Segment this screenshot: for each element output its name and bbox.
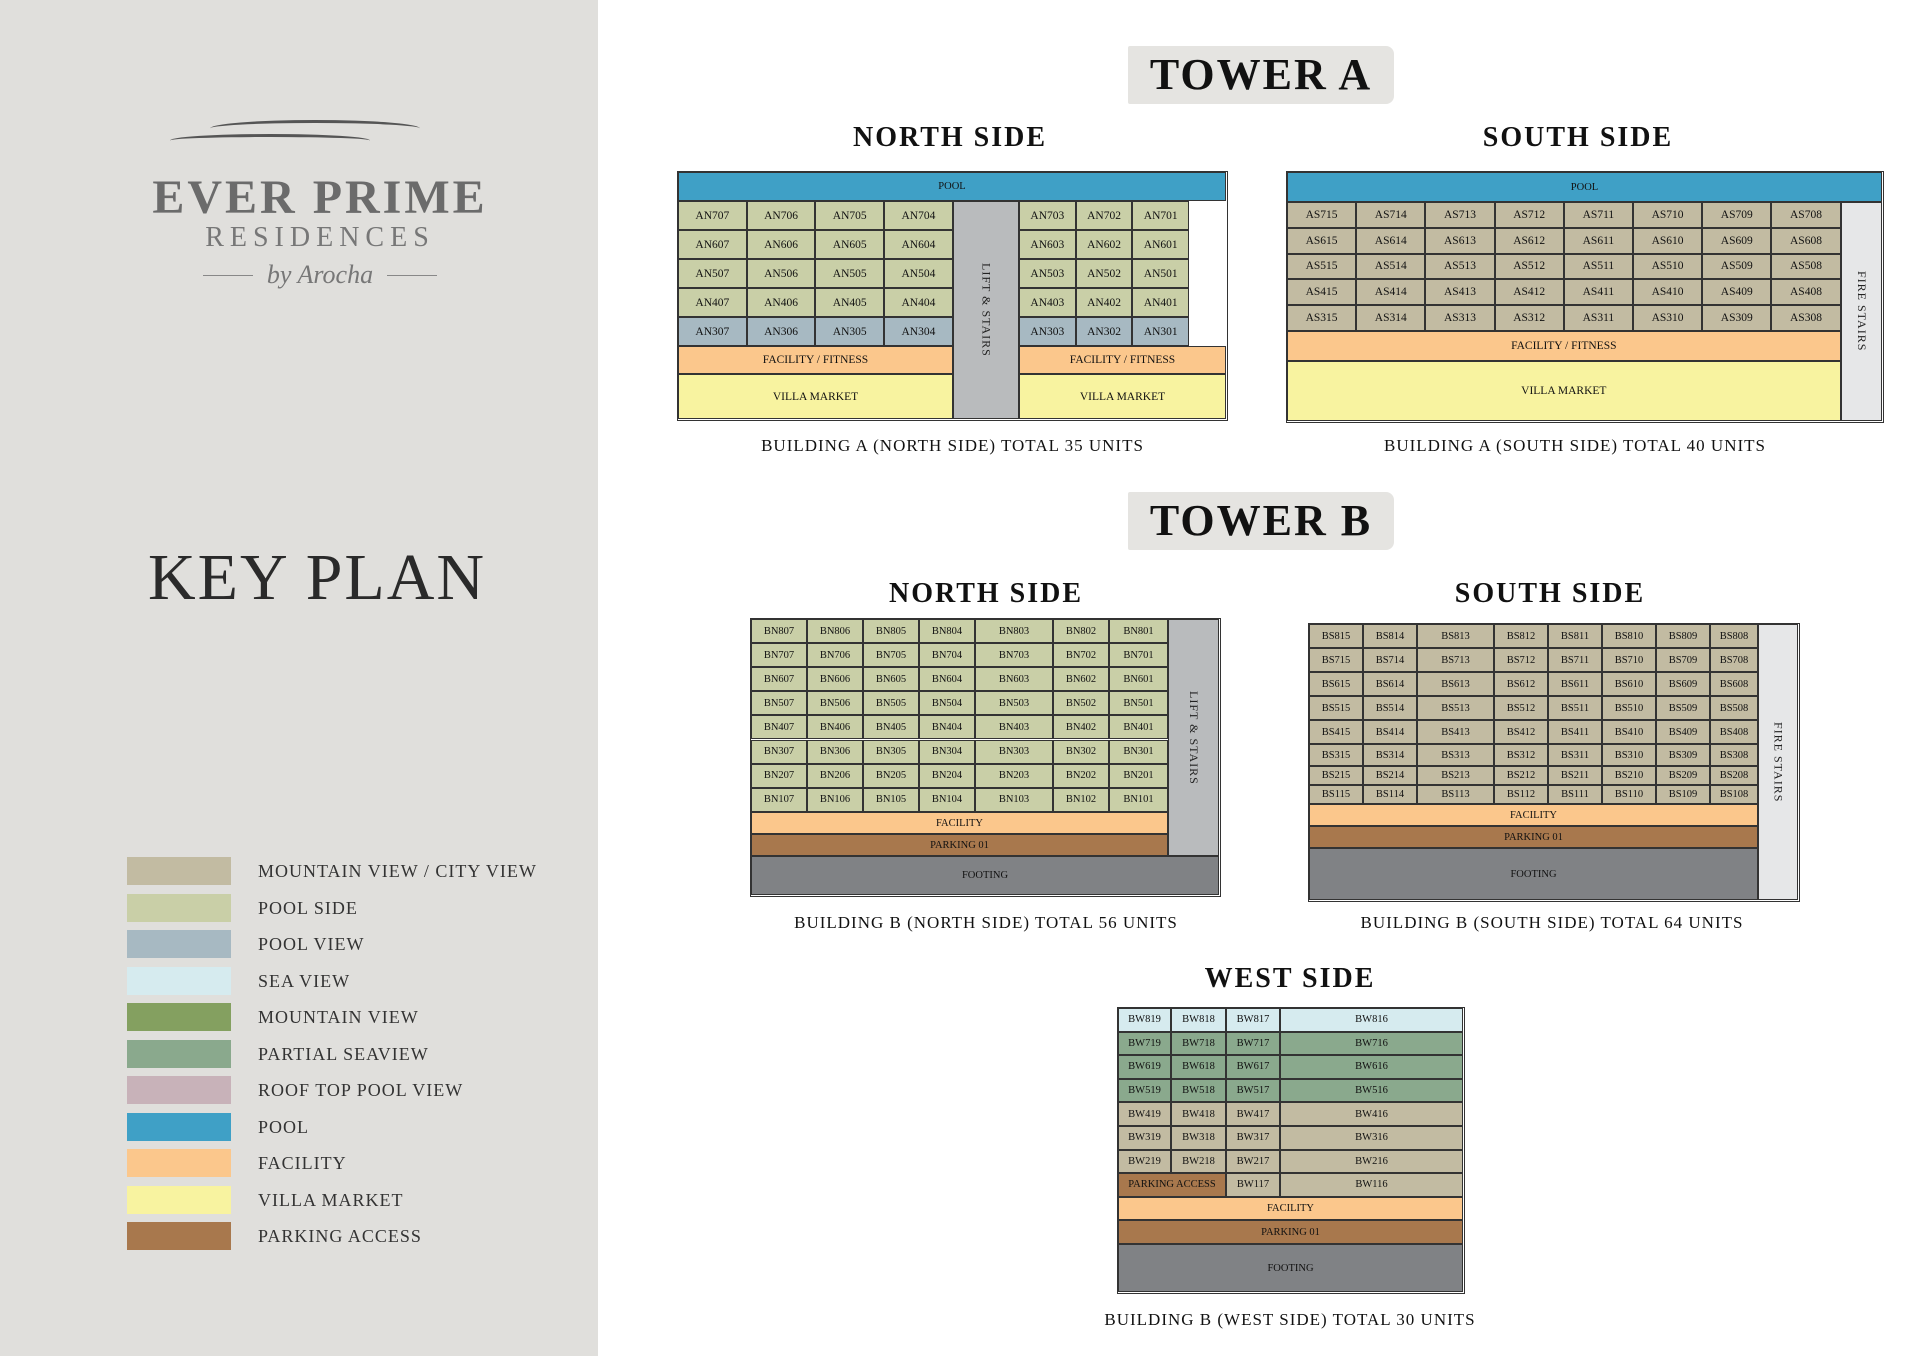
fire-stairs-label: FIRE STAIRS bbox=[1771, 721, 1786, 803]
unit-cell: AS709 bbox=[1702, 202, 1771, 228]
unit-cell: AS414 bbox=[1356, 279, 1425, 305]
unit-cell: BS314 bbox=[1363, 744, 1417, 766]
legend-swatch bbox=[127, 1040, 231, 1068]
unit-cell: BW216 bbox=[1280, 1150, 1463, 1174]
pool-zone: POOL bbox=[678, 172, 1226, 201]
facility-zone: FACILITY / FITNESS bbox=[1019, 346, 1226, 374]
unit-cell: BN305 bbox=[863, 740, 919, 764]
unit-cell: BS114 bbox=[1363, 785, 1417, 804]
legend-swatch bbox=[127, 967, 231, 995]
tower-a-label: TOWER A bbox=[1128, 46, 1394, 104]
unit-cell: BS815 bbox=[1309, 624, 1363, 648]
unit-cell: BN605 bbox=[863, 667, 919, 691]
unit-cell: BS109 bbox=[1656, 785, 1710, 804]
unit-cell: BW817 bbox=[1226, 1008, 1280, 1032]
unit-cell: BN306 bbox=[807, 740, 863, 764]
tower-a-south-plan bbox=[1286, 171, 1884, 423]
tower-a-south-caption: BUILDING A (SOUTH SIDE) TOTAL 40 UNITS bbox=[1384, 436, 1766, 455]
unit-cell: BS512 bbox=[1494, 696, 1548, 720]
unit-cell: AS308 bbox=[1771, 305, 1840, 331]
unit-cell: AN307 bbox=[678, 317, 747, 346]
parking-access-zone: PARKING ACCESS bbox=[1118, 1173, 1226, 1197]
unit-cell: BN204 bbox=[919, 764, 975, 788]
unit-cell: BS311 bbox=[1548, 744, 1602, 766]
unit-cell: BN707 bbox=[751, 643, 807, 667]
unit-cell: AS509 bbox=[1702, 254, 1771, 280]
brand-by: by Arocha bbox=[266, 260, 374, 289]
facility-zone: FACILITY bbox=[1118, 1197, 1463, 1220]
unit-cell: BS808 bbox=[1710, 624, 1758, 648]
unit-cell: BS715 bbox=[1309, 648, 1363, 672]
unit-cell: BN502 bbox=[1053, 691, 1109, 715]
unit-cell: BS210 bbox=[1602, 766, 1656, 785]
unit-cell: BS111 bbox=[1548, 785, 1602, 804]
unit-cell: BS215 bbox=[1309, 766, 1363, 785]
unit-cell: AS309 bbox=[1702, 305, 1771, 331]
parking-zone: PARKING 01 bbox=[1309, 826, 1758, 848]
unit-cell: BS612 bbox=[1494, 672, 1548, 696]
tower-b-south-plan bbox=[1308, 623, 1800, 902]
unit-cell: AS713 bbox=[1425, 202, 1494, 228]
unit-cell: AN704 bbox=[884, 201, 953, 230]
unit-cell: BW718 bbox=[1171, 1032, 1226, 1056]
unit-cell: BS315 bbox=[1309, 744, 1363, 766]
unit-cell: AS712 bbox=[1495, 202, 1564, 228]
legend-swatch bbox=[127, 894, 231, 922]
unit-cell: BW318 bbox=[1171, 1126, 1226, 1150]
unit-cell: AN706 bbox=[747, 201, 816, 230]
unit-cell: BN107 bbox=[751, 788, 807, 812]
unit-cell: BS110 bbox=[1602, 785, 1656, 804]
unit-cell: BN801 bbox=[1109, 619, 1168, 643]
unit-cell: BN405 bbox=[863, 715, 919, 739]
unit-cell: AS514 bbox=[1356, 254, 1425, 280]
unit-cell: BN806 bbox=[807, 619, 863, 643]
unit-cell: BS809 bbox=[1656, 624, 1710, 648]
unit-cell: BS812 bbox=[1494, 624, 1548, 648]
unit-cell: BS115 bbox=[1309, 785, 1363, 804]
unit-cell: AN505 bbox=[815, 259, 884, 288]
legend-swatch bbox=[127, 930, 231, 958]
unit-cell: BW116 bbox=[1280, 1173, 1463, 1197]
unit-cell: BN406 bbox=[807, 715, 863, 739]
unit-cell: BS411 bbox=[1548, 720, 1602, 744]
unit-cell: BW717 bbox=[1226, 1032, 1280, 1056]
villa-market-zone: VILLA MARKET bbox=[1019, 374, 1226, 419]
legend-swatch bbox=[127, 1222, 231, 1250]
unit-cell: AN606 bbox=[747, 230, 816, 259]
unit-cell: AN507 bbox=[678, 259, 747, 288]
unit-cell: BS709 bbox=[1656, 648, 1710, 672]
legend-swatch bbox=[127, 1076, 231, 1104]
unit-cell: BN101 bbox=[1109, 788, 1168, 812]
unit-cell: AN403 bbox=[1019, 288, 1076, 317]
legend-swatch bbox=[127, 857, 231, 885]
pool-zone: POOL bbox=[1287, 172, 1882, 202]
unit-cell: BN804 bbox=[919, 619, 975, 643]
unit-cell: BW619 bbox=[1118, 1055, 1171, 1079]
tower-b-west-title: WEST SIDE bbox=[1204, 963, 1376, 994]
unit-cell: BS610 bbox=[1602, 672, 1656, 696]
unit-cell: BS212 bbox=[1494, 766, 1548, 785]
fire-stairs-label: FIRE STAIRS bbox=[1854, 271, 1869, 352]
unit-cell: AS711 bbox=[1564, 202, 1633, 228]
unit-cell: AS610 bbox=[1633, 228, 1702, 254]
unit-cell: AS708 bbox=[1771, 202, 1840, 228]
unit-cell: BS608 bbox=[1710, 672, 1758, 696]
unit-cell: BN404 bbox=[919, 715, 975, 739]
lift-stairs-label: LIFT & STAIRS bbox=[979, 263, 994, 357]
unit-cell: BN503 bbox=[975, 691, 1053, 715]
legend-label: SEA VIEW bbox=[258, 970, 351, 991]
unit-cell: AN604 bbox=[884, 230, 953, 259]
unit-cell: BN805 bbox=[863, 619, 919, 643]
tower-b-north-title: NORTH SIDE bbox=[888, 578, 1084, 609]
unit-cell: BN102 bbox=[1053, 788, 1109, 812]
unit-cell: AS513 bbox=[1425, 254, 1494, 280]
facility-zone: FACILITY bbox=[751, 812, 1168, 834]
unit-cell: BN302 bbox=[1053, 740, 1109, 764]
unit-cell: BW516 bbox=[1280, 1079, 1463, 1103]
unit-cell: AN703 bbox=[1019, 201, 1076, 230]
unit-cell: BS811 bbox=[1548, 624, 1602, 648]
unit-cell: BW617 bbox=[1226, 1055, 1280, 1079]
unit-cell: BW319 bbox=[1118, 1126, 1171, 1150]
legend-swatch bbox=[127, 1003, 231, 1031]
unit-cell: BS813 bbox=[1417, 624, 1494, 648]
unit-cell: BN703 bbox=[975, 643, 1053, 667]
unit-cell: BN207 bbox=[751, 764, 807, 788]
unit-cell: AN302 bbox=[1076, 317, 1133, 346]
unit-cell: AN503 bbox=[1019, 259, 1076, 288]
unit-cell: BS414 bbox=[1363, 720, 1417, 744]
unit-cell: AS612 bbox=[1495, 228, 1564, 254]
unit-cell: BN104 bbox=[919, 788, 975, 812]
lift-stairs bbox=[953, 201, 1019, 419]
unit-cell: AS409 bbox=[1702, 279, 1771, 305]
unit-cell: BN106 bbox=[807, 788, 863, 812]
unit-cell: AS412 bbox=[1495, 279, 1564, 305]
unit-cell: AN702 bbox=[1076, 201, 1133, 230]
unit-cell: BS415 bbox=[1309, 720, 1363, 744]
unit-cell: BS611 bbox=[1548, 672, 1602, 696]
footing-zone: FOOTING bbox=[1118, 1244, 1463, 1292]
unit-cell: BN604 bbox=[919, 667, 975, 691]
unit-cell: AS613 bbox=[1425, 228, 1494, 254]
unit-cell: AS614 bbox=[1356, 228, 1425, 254]
unit-cell: AN506 bbox=[747, 259, 816, 288]
unit-cell: AS512 bbox=[1495, 254, 1564, 280]
unit-cell: AS415 bbox=[1287, 279, 1356, 305]
logo-swoosh-icon bbox=[170, 134, 370, 147]
unit-cell: AN601 bbox=[1132, 230, 1189, 259]
fire-stairs bbox=[1758, 624, 1798, 900]
unit-cell: BS810 bbox=[1602, 624, 1656, 648]
unit-cell: AS314 bbox=[1356, 305, 1425, 331]
unit-cell: BS413 bbox=[1417, 720, 1494, 744]
legend-swatch bbox=[127, 1149, 231, 1177]
legend-label: PARKING ACCESS bbox=[258, 1226, 422, 1246]
unit-cell: AN501 bbox=[1132, 259, 1189, 288]
unit-cell: BN201 bbox=[1109, 764, 1168, 788]
legend-label: MOUNTAIN VIEW / CITY VIEW bbox=[258, 861, 537, 881]
unit-cell: BW716 bbox=[1280, 1032, 1463, 1056]
unit-cell: BN705 bbox=[863, 643, 919, 667]
unit-cell: BN602 bbox=[1053, 667, 1109, 691]
unit-cell: BN704 bbox=[919, 643, 975, 667]
unit-cell: BS511 bbox=[1548, 696, 1602, 720]
unit-cell: AS312 bbox=[1495, 305, 1564, 331]
unit-cell: BW419 bbox=[1118, 1102, 1171, 1126]
sidebar bbox=[0, 0, 598, 1356]
unit-cell: BW618 bbox=[1171, 1055, 1226, 1079]
unit-cell: BS409 bbox=[1656, 720, 1710, 744]
footing-zone: FOOTING bbox=[751, 856, 1219, 895]
parking-zone: PARKING 01 bbox=[751, 834, 1168, 856]
tower-b-north-caption: BUILDING B (NORTH SIDE) TOTAL 56 UNITS bbox=[794, 913, 1178, 932]
unit-cell: AN402 bbox=[1076, 288, 1133, 317]
unit-cell: AN504 bbox=[884, 259, 953, 288]
unit-cell: BN202 bbox=[1053, 764, 1109, 788]
unit-cell: AN502 bbox=[1076, 259, 1133, 288]
tower-a-north-plan bbox=[677, 171, 1228, 421]
villa-market-zone: VILLA MARKET bbox=[678, 374, 953, 419]
unit-cell: BN304 bbox=[919, 740, 975, 764]
unit-cell: AN401 bbox=[1132, 288, 1189, 317]
unit-cell: AS615 bbox=[1287, 228, 1356, 254]
unit-cell: AN406 bbox=[747, 288, 816, 317]
unit-cell: BN807 bbox=[751, 619, 807, 643]
unit-cell: AN607 bbox=[678, 230, 747, 259]
unit-cell: BN706 bbox=[807, 643, 863, 667]
unit-cell: AN707 bbox=[678, 201, 747, 230]
tower-a-north-caption: BUILDING A (NORTH SIDE) TOTAL 35 UNITS bbox=[761, 436, 1144, 455]
unit-cell: BS312 bbox=[1494, 744, 1548, 766]
unit-cell: BW316 bbox=[1280, 1126, 1463, 1150]
unit-cell: BW417 bbox=[1226, 1102, 1280, 1126]
unit-cell: BN606 bbox=[807, 667, 863, 691]
unit-cell: BS614 bbox=[1363, 672, 1417, 696]
legend-swatch bbox=[127, 1113, 231, 1141]
unit-cell: BS309 bbox=[1656, 744, 1710, 766]
unit-cell: BW816 bbox=[1280, 1008, 1463, 1032]
legend-label: MOUNTAIN VIEW bbox=[258, 1007, 419, 1027]
unit-cell: AS315 bbox=[1287, 305, 1356, 331]
unit-cell: BS708 bbox=[1710, 648, 1758, 672]
unit-cell: BN802 bbox=[1053, 619, 1109, 643]
unit-cell: BS513 bbox=[1417, 696, 1494, 720]
tower-b-west-plan bbox=[1117, 1007, 1465, 1294]
unit-cell: AS608 bbox=[1771, 228, 1840, 254]
unit-cell: BW117 bbox=[1226, 1173, 1280, 1197]
unit-cell: BN103 bbox=[975, 788, 1053, 812]
brand-logo bbox=[150, 120, 490, 300]
fire-stairs bbox=[1841, 202, 1882, 421]
unit-cell: BN506 bbox=[807, 691, 863, 715]
unit-cell: BW719 bbox=[1118, 1032, 1171, 1056]
unit-cell: BS213 bbox=[1417, 766, 1494, 785]
unit-cell: BS514 bbox=[1363, 696, 1417, 720]
unit-cell: BN501 bbox=[1109, 691, 1168, 715]
unit-cell: AS311 bbox=[1564, 305, 1633, 331]
unit-cell: BW819 bbox=[1118, 1008, 1171, 1032]
unit-cell: BS710 bbox=[1602, 648, 1656, 672]
lift-stairs bbox=[1168, 619, 1219, 856]
unit-cell: AS411 bbox=[1564, 279, 1633, 305]
unit-cell: AS508 bbox=[1771, 254, 1840, 280]
unit-cell: AS313 bbox=[1425, 305, 1494, 331]
unit-cell: BS412 bbox=[1494, 720, 1548, 744]
legend-label: PARTIAL SEAVIEW bbox=[258, 1043, 429, 1064]
unit-cell: BS112 bbox=[1494, 785, 1548, 804]
facility-zone: FACILITY / FITNESS bbox=[1287, 331, 1841, 361]
unit-cell: BS613 bbox=[1417, 672, 1494, 696]
unit-cell: AS714 bbox=[1356, 202, 1425, 228]
unit-cell: BS713 bbox=[1417, 648, 1494, 672]
unit-cell: BN407 bbox=[751, 715, 807, 739]
unit-cell: BN203 bbox=[975, 764, 1053, 788]
legend-label: POOL VIEW bbox=[258, 934, 365, 954]
unit-cell: BS310 bbox=[1602, 744, 1656, 766]
parking-zone: PARKING 01 bbox=[1118, 1220, 1463, 1244]
unit-cell: BW217 bbox=[1226, 1150, 1280, 1174]
legend-label: ROOF TOP POOL VIEW bbox=[258, 1080, 464, 1100]
villa-market-zone: VILLA MARKET bbox=[1287, 361, 1841, 421]
unit-cell: BN607 bbox=[751, 667, 807, 691]
legend-label: VILLA MARKET bbox=[258, 1189, 404, 1210]
unit-cell: BW218 bbox=[1171, 1150, 1226, 1174]
tower-b-label: TOWER B bbox=[1128, 492, 1394, 550]
unit-cell: AS611 bbox=[1564, 228, 1633, 254]
unit-cell: BS814 bbox=[1363, 624, 1417, 648]
unit-cell: BS609 bbox=[1656, 672, 1710, 696]
unit-cell: BS408 bbox=[1710, 720, 1758, 744]
unit-cell: BN301 bbox=[1109, 740, 1168, 764]
unit-cell: AN305 bbox=[815, 317, 884, 346]
unit-cell: AN405 bbox=[815, 288, 884, 317]
unit-cell: BN205 bbox=[863, 764, 919, 788]
unit-cell: BS113 bbox=[1417, 785, 1494, 804]
unit-cell: AN304 bbox=[884, 317, 953, 346]
footing-zone: FOOTING bbox=[1309, 848, 1758, 900]
unit-cell: AN407 bbox=[678, 288, 747, 317]
unit-cell: AN705 bbox=[815, 201, 884, 230]
unit-cell: BN307 bbox=[751, 740, 807, 764]
unit-cell: BN402 bbox=[1053, 715, 1109, 739]
unit-cell: BS615 bbox=[1309, 672, 1363, 696]
unit-cell: BN601 bbox=[1109, 667, 1168, 691]
tower-b-north-plan bbox=[750, 618, 1221, 897]
unit-cell: BS410 bbox=[1602, 720, 1656, 744]
tower-b-west-caption: BUILDING B (WEST SIDE) TOTAL 30 UNITS bbox=[1104, 1310, 1476, 1329]
unit-cell: BN401 bbox=[1109, 715, 1168, 739]
unit-cell: AS413 bbox=[1425, 279, 1494, 305]
unit-cell: AN303 bbox=[1019, 317, 1076, 346]
tower-b-south-title: SOUTH SIDE bbox=[1454, 578, 1646, 609]
unit-cell: BW416 bbox=[1280, 1102, 1463, 1126]
unit-cell: AN701 bbox=[1132, 201, 1189, 230]
unit-cell: BS712 bbox=[1494, 648, 1548, 672]
unit-cell: BN507 bbox=[751, 691, 807, 715]
unit-cell: BS308 bbox=[1710, 744, 1758, 766]
unit-cell: BS509 bbox=[1656, 696, 1710, 720]
unit-cell: BW317 bbox=[1226, 1126, 1280, 1150]
facility-zone: FACILITY bbox=[1309, 804, 1758, 826]
unit-cell: BW818 bbox=[1171, 1008, 1226, 1032]
facility-zone: FACILITY / FITNESS bbox=[678, 346, 953, 374]
unit-cell: AS510 bbox=[1633, 254, 1702, 280]
unit-cell: BS209 bbox=[1656, 766, 1710, 785]
legend-label: POOL bbox=[258, 1116, 310, 1137]
tower-b-south-caption: BUILDING B (SOUTH SIDE) TOTAL 64 UNITS bbox=[1360, 913, 1744, 932]
unit-cell: AS710 bbox=[1633, 202, 1702, 228]
unit-cell: AS310 bbox=[1633, 305, 1702, 331]
unit-cell: BN206 bbox=[807, 764, 863, 788]
unit-cell: BS515 bbox=[1309, 696, 1363, 720]
unit-cell: BS711 bbox=[1548, 648, 1602, 672]
unit-cell: AN306 bbox=[747, 317, 816, 346]
unit-cell: BN403 bbox=[975, 715, 1053, 739]
unit-cell: AN404 bbox=[884, 288, 953, 317]
unit-cell: BS214 bbox=[1363, 766, 1417, 785]
unit-cell: AS408 bbox=[1771, 279, 1840, 305]
unit-cell: AN602 bbox=[1076, 230, 1133, 259]
legend-label: FACILITY bbox=[258, 1153, 347, 1173]
page-title: KEY PLAN bbox=[148, 541, 487, 614]
unit-cell: BW219 bbox=[1118, 1150, 1171, 1174]
brand-name: EVER PRIME bbox=[152, 171, 488, 224]
unit-cell: BN504 bbox=[919, 691, 975, 715]
unit-cell: BW418 bbox=[1171, 1102, 1226, 1126]
tower-a-south-title: SOUTH SIDE bbox=[1482, 122, 1674, 153]
unit-cell: AN605 bbox=[815, 230, 884, 259]
legend-label: POOL SIDE bbox=[258, 897, 358, 918]
unit-cell: BW519 bbox=[1118, 1079, 1171, 1103]
unit-cell: BS211 bbox=[1548, 766, 1602, 785]
unit-cell: AS609 bbox=[1702, 228, 1771, 254]
unit-cell: BN803 bbox=[975, 619, 1053, 643]
unit-cell: BN702 bbox=[1053, 643, 1109, 667]
unit-cell: BN303 bbox=[975, 740, 1053, 764]
tower-a-north-title: NORTH SIDE bbox=[852, 122, 1048, 153]
unit-cell: BN505 bbox=[863, 691, 919, 715]
unit-cell: BW517 bbox=[1226, 1079, 1280, 1103]
unit-cell: AS511 bbox=[1564, 254, 1633, 280]
unit-cell: BN701 bbox=[1109, 643, 1168, 667]
unit-cell: AN301 bbox=[1132, 317, 1189, 346]
unit-cell: BS208 bbox=[1710, 766, 1758, 785]
unit-cell: AS410 bbox=[1633, 279, 1702, 305]
unit-cell: AS715 bbox=[1287, 202, 1356, 228]
unit-cell: AN603 bbox=[1019, 230, 1076, 259]
legend-swatch bbox=[127, 1186, 231, 1214]
unit-cell: BN105 bbox=[863, 788, 919, 812]
unit-cell: BS508 bbox=[1710, 696, 1758, 720]
unit-cell: BS714 bbox=[1363, 648, 1417, 672]
lift-stairs-label: LIFT & STAIRS bbox=[1187, 690, 1201, 785]
unit-cell: BS108 bbox=[1710, 785, 1758, 804]
unit-cell: BW518 bbox=[1171, 1079, 1226, 1103]
brand-subtitle: RESIDENCES bbox=[205, 222, 435, 253]
unit-cell: BS313 bbox=[1417, 744, 1494, 766]
unit-cell: BN603 bbox=[975, 667, 1053, 691]
unit-cell: AS515 bbox=[1287, 254, 1356, 280]
unit-cell: BS510 bbox=[1602, 696, 1656, 720]
unit-cell: BW616 bbox=[1280, 1055, 1463, 1079]
